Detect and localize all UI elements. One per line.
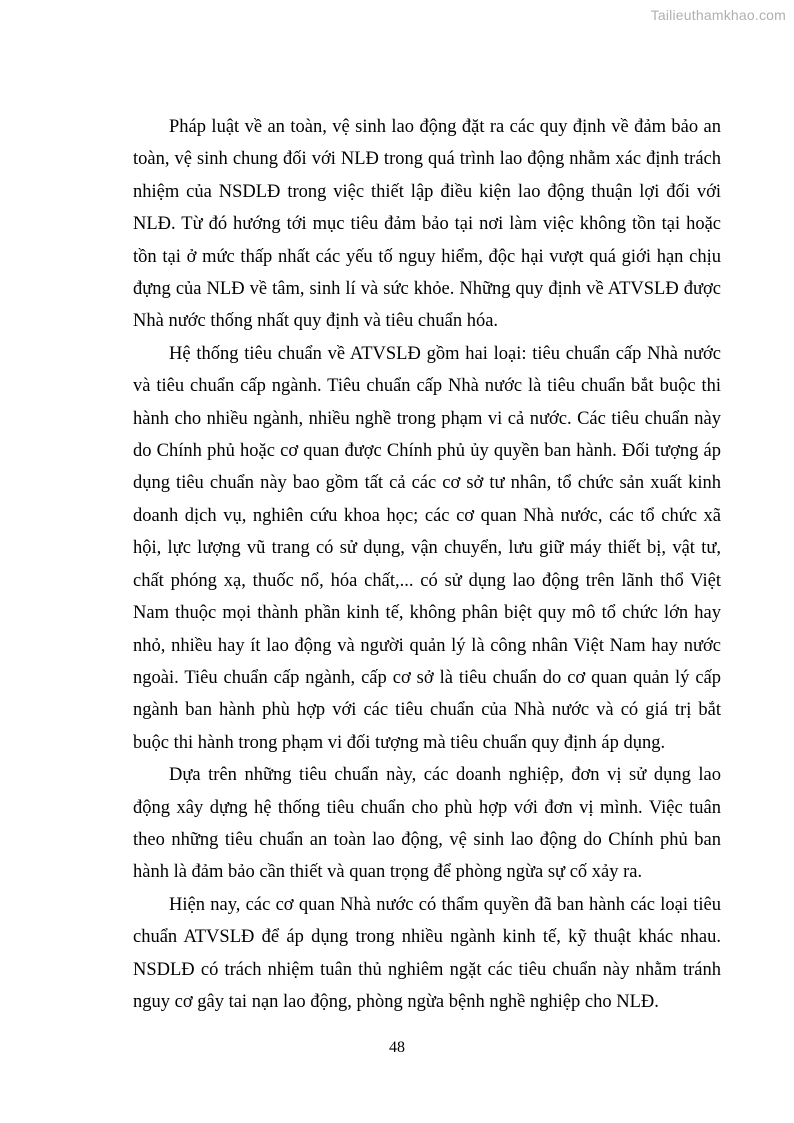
watermark-text: Tailieuthamkhao.com — [650, 7, 786, 23]
paragraph-4: Hiện nay, các cơ quan Nhà nước có thẩm quyền đã ban hành các loại tiêu chuẩn ATVSLĐ để áp dụng trong nhiều ngành kinh tế, kỹ thuật khác nhau. NSDLĐ có trách nhiệm tuân thủ nghiêm ngặt các tiêu chuẩn này nhằm tránh nguy cơ gây tai nạn lao động, phòng ngừa bệnh nghề nghiệp cho NLĐ. — [133, 894, 721, 1012]
paragraph-3: Dựa trên những tiêu chuẩn này, các doanh nghiệp, đơn vị sử dụng lao động xây dựng hệ thống tiêu chuẩn cho phù hợp với đơn vị mình. Việc tuân theo những tiêu chuẩn an toàn lao động, vệ sinh lao động do Chính phủ ban hành là đảm bảo cần thiết và quan trọng để phòng ngừa sự cố xảy ra. — [133, 765, 721, 883]
paragraph-1: Pháp luật về an toàn, vệ sinh lao động đặt ra các quy định về đảm bảo an toàn, vệ sinh chung đối với NLĐ trong quá trình lao động nhằm xác định trách nhiệm của NSDLĐ trong việc thiết lập điều kiện lao động thuận lợi đối với NLĐ. Từ đó hướng tới mục tiêu đảm bảo tại nơi làm việc không tồn tại hoặc tồn tại ở mức thấp nhất các yếu tố nguy hiểm, độc hại vượt quá giới hạn chịu đựng của NLĐ về tâm, sinh lí và sức khỏe. Những quy định về ATVSLĐ được Nhà nước thống nhất quy định và tiêu chuẩn hóa. — [133, 117, 721, 332]
page-number: 48 — [389, 1039, 405, 1056]
page-body — [133, 111, 721, 1018]
paragraph-2: Hệ thống tiêu chuẩn về ATVSLĐ gồm hai loại: tiêu chuẩn cấp Nhà nước và tiêu chuẩn cấp ngành. Tiêu chuẩn cấp Nhà nước là tiêu chuẩn bắt buộc thi hành cho nhiều ngành, nhiều nghề trong phạm vi cả nước. Các tiêu chuẩn này do Chính phủ hoặc cơ quan được Chính phủ ủy quyền ban hành. Đối tượng áp dụng tiêu chuẩn này bao gồm tất cả các cơ sở tư nhân, tổ chức sản xuất kinh doanh dịch vụ, nghiên cứu khoa học; các cơ quan Nhà nước, các tổ chức xã hội, lực lượng vũ trang có sử dụng, vận chuyển, lưu giữ máy thiết bị, vật tư, chất phóng xạ, thuốc nổ, hóa chất,... có sử dụng lao động trên lãnh thổ Việt Nam thuộc mọi thành phần kinh tế, không phân biệt quy mô tổ chức lớn hay nhỏ, nhiều hay ít lao động và người quản lý là công nhân Việt Nam hay nước ngoài. Tiêu chuẩn cấp ngành, cấp cơ sở là tiêu chuẩn do cơ quan quản lý cấp ngành ban hành phù hợp với các tiêu chuẩn của Nhà nước và có giá trị bắt buộc thi hành trong phạm vi đối tượng mà tiêu chuẩn quy định áp dụng. — [133, 343, 721, 753]
